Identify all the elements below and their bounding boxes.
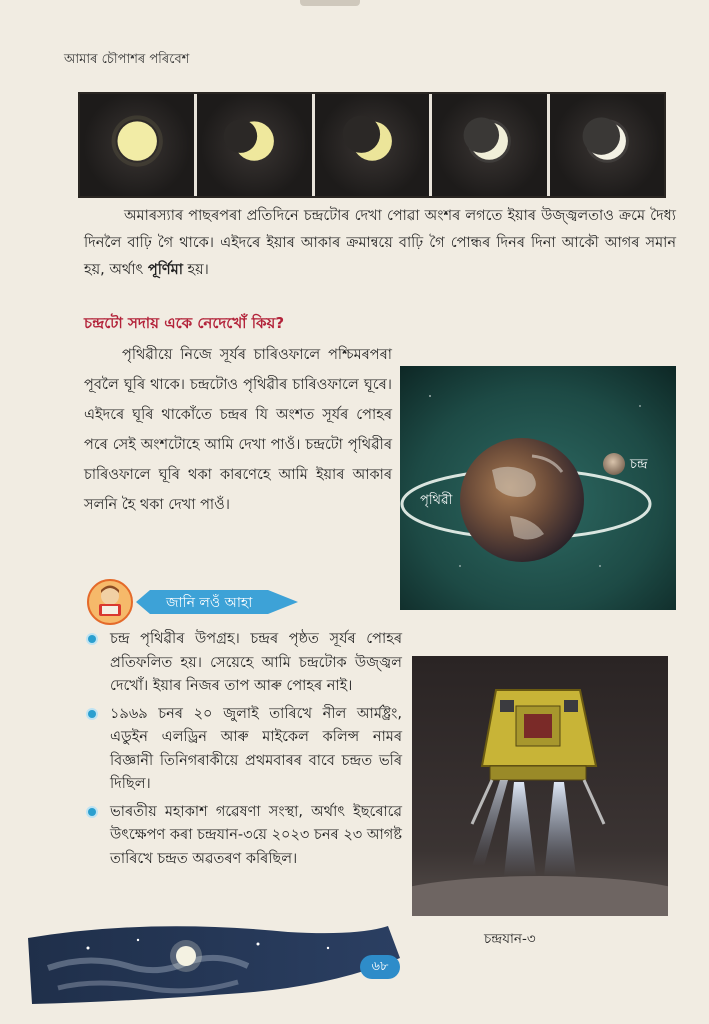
- bullet-icon: [88, 710, 96, 718]
- running-title: আমাৰ চৌপাশৰ পৰিবেশ: [64, 52, 190, 67]
- fact-text: ১৯৬৯ চনৰ ২০ জুলাই তাৰিখে নীল আৰ্মষ্ট্ৰং, এডুইন এলড্ৰিন আৰু মাইকেল কলিন্স নামৰ বিজ্ঞানী তিনিগৰাকীয়ে প্ৰথমবাৰৰ বাবে চন্দ্ৰত ভৰি দিছিল।: [110, 705, 402, 792]
- info-box-tag: [84, 578, 304, 626]
- paragraph-waxing-text-b: হয়।: [182, 262, 209, 278]
- moon-phase-2: [197, 94, 314, 196]
- earth-label: পৃথিৱী: [420, 493, 453, 508]
- paragraph-waxing-text-a: অমাৰস্যাৰ পাছৰপৰা প্ৰতিদিনে চন্দ্ৰটোৰ দেখা পোৱা অংশৰ লগতে ইয়াৰ উজ্জ্বলতাও ক্ৰমে দৈধ্য দিনলৈ বাঢ়ি গৈ থাকে। এইদৰে ইয়াৰ আকাৰ ক্ৰমান্বয়ে বাঢ়ি গৈ পোন্ধৰ দিনৰ দিনা আকৌ আগৰ সমান হয়, অৰ্থাৎ: [84, 208, 676, 278]
- chandrayaan-lander-image: [412, 656, 668, 916]
- night-sky-illustration: [28, 918, 408, 1006]
- list-item: [84, 703, 402, 797]
- fact-text: ভাৰতীয় মহাকাশ গৱেষণা সংস্থা, অৰ্থাৎ ইছৰোৱে উৎক্ষেপণ কৰা চন্দ্ৰযান-৩য়ে ২০২৩ চনৰ ২৩ আগষ্ট তাৰিখে চন্দ্ৰত অৱতৰণ কৰিছিল।: [110, 803, 402, 867]
- facts-list: [84, 628, 402, 875]
- moon-phase-3: [315, 94, 432, 196]
- list-item: [84, 628, 402, 699]
- moon-phase-strip: [78, 92, 666, 198]
- moon-phase-1: [80, 94, 197, 196]
- lander-caption: চন্দ্ৰযান-৩: [484, 931, 536, 947]
- section-heading: চন্দ্ৰটো সদায় একে নেদেখোঁ কিয়?: [84, 314, 285, 332]
- moon-phase-5: [550, 94, 664, 196]
- page-number: ৬৮: [360, 955, 400, 979]
- bullet-icon: [88, 635, 96, 643]
- paragraph-waxing: [84, 203, 676, 284]
- moon-phase-4: [432, 94, 549, 196]
- list-item: [84, 801, 402, 872]
- term-purnima: পূৰ্ণিমা: [147, 262, 183, 278]
- moon-label: চন্দ্ৰ: [630, 457, 648, 472]
- page-top-shadow: [300, 0, 360, 6]
- earth-moon-orbit-image: [400, 366, 676, 610]
- info-box-title: জানি লওঁ আহা: [166, 595, 253, 611]
- paragraph-orbit: পৃথিৱীয়ে নিজে সূৰ্যৰ চাৰিওফালে পশ্চিমৰপৰা পূবলৈ ঘূৰি থাকে। চন্দ্ৰটোও পৃথিৱীৰ চাৰিওফালে ঘূৰে। এইদৰে ঘূৰি থাকোঁতে চন্দ্ৰৰ যি অংশত সূৰ্যৰ পোহৰ পৰে সেই অংশটোহে আমি দেখা পাওঁ। চন্দ্ৰটো পৃথিৱীৰ চাৰিওফালে ঘূৰি থকা কাৰণেহে আমি ইয়াৰ আকাৰ সলনি হৈ থকা দেখা পাওঁ।: [84, 347, 392, 513]
- fact-text: চন্দ্ৰ পৃথিৱীৰ উপগ্ৰহ। চন্দ্ৰৰ পৃষ্ঠত সূৰ্যৰ পোহৰ প্ৰতিফলিত হয়। সেয়েহে আমি চন্দ্ৰটোক উজ্জ্বল দেখোঁ। ইয়াৰ নিজৰ তাপ আৰু পোহৰ নাই।: [110, 631, 402, 694]
- bullet-icon: [88, 808, 96, 816]
